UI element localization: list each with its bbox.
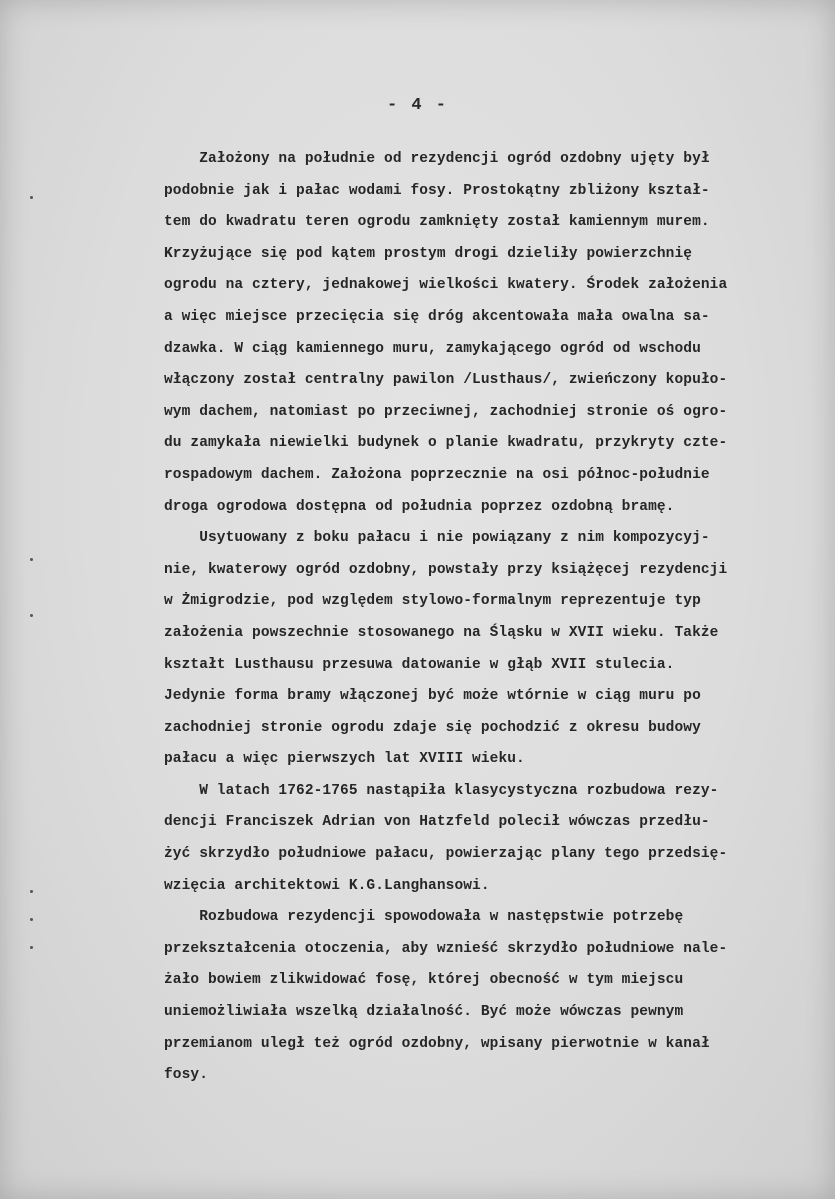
text-line: włączony został centralny pawilon /Lusthaus/, zwieńczony kopuło- (164, 372, 728, 389)
text-line: kształt Lusthausu przesuwa datowanie w głąb XVII stulecia. (164, 656, 675, 673)
margin-dot (30, 918, 33, 921)
margin-dot (30, 890, 33, 893)
text-line: Założony na południe od rezydencji ogród ozdobny ujęty był (164, 151, 710, 167)
text-line: tem do kwadratu teren ogrodu zamknięty został kamiennym murem. (164, 214, 710, 231)
text-line: żyć skrzydło południowe pałacu, powierzając plany tego przedsię- (164, 846, 728, 863)
text-line: pałacu a więc pierwszych lat XVIII wieku. (164, 751, 525, 768)
text-line: dencji Franciszek Adrian von Hatzfeld polecił wówczas przedłu- (164, 814, 710, 831)
text-line: Rozbudowa rezydencji spowodowała w następstwie potrzebę (164, 909, 684, 926)
margin-dot (30, 196, 33, 199)
text-line: podobnie jak i pałac wodami fosy. Prostokątny zbliżony kształ- (164, 182, 710, 199)
text-line: nie, kwaterowy ogród ozdobny, powstały przy książęcej rezydencji (164, 561, 728, 578)
text-line: fosy. (164, 1067, 209, 1084)
text-line: wym dachem, natomiast po przeciwnej, zachodniej stronie oś ogro- (164, 403, 728, 420)
text-line: założenia powszechnie stosowanego na Śląsku w XVII wieku. Także (164, 624, 719, 641)
text-line: przemianom uległ też ogród ozdobny, wpisany pierwotnie w kanał (164, 1035, 710, 1052)
body-text (164, 144, 816, 1092)
text-line: droga ogrodowa dostępna od południa poprzez ozdobną bramę. (164, 498, 675, 515)
text-line: wzięcia architektowi K.G.Langhansowi. (164, 877, 490, 894)
text-line: rospadowym dachem. Założona poprzecznie na osi północ-południe (164, 466, 710, 483)
text-line: du zamykała niewielki budynek o planie kwadratu, przykryty czte- (164, 435, 728, 452)
text-line: przekształcenia otoczenia, aby wznieść skrzydło południowe nale- (164, 940, 728, 957)
text-line: w Żmigrodzie, pod względem stylowo-formalnym reprezentuje typ (164, 593, 701, 610)
text-line: Krzyżujące się pod kątem prostym drogi dzieliły powierzchnię (164, 245, 693, 262)
margin-dot (30, 558, 33, 561)
margin-dot (30, 614, 33, 617)
text-line: W latach 1762-1765 nastąpiła klasycystyczna rozbudowa rezy- (164, 782, 719, 799)
text-line: a więc miejsce przecięcia się dróg akcentowała mała owalna sa- (164, 308, 710, 325)
text-line: żało bowiem zlikwidować fosę, której obecność w tym miejscu (164, 972, 684, 989)
text-line: uniemożliwiała wszelką działalność. Być może wówczas pewnym (164, 1004, 684, 1021)
page-number: - 4 - (386, 96, 448, 115)
text-line: dzawka. W ciąg kamiennego muru, zamykającego ogród od wschodu (164, 340, 701, 357)
text-line: Jedynie forma bramy włączonej być może wtórnie w ciąg muru po (164, 688, 701, 705)
text-line: ogrodu na cztery, jednakowej wielkości kwatery. Środek założenia (164, 277, 728, 294)
margin-dot (30, 946, 33, 949)
text-line: zachodniej stronie ogrodu zdaje się pochodzić z okresu budowy (164, 719, 701, 736)
text-line: Usytuowany z boku pałacu i nie powiązany z nim kompozycyj- (164, 530, 710, 547)
